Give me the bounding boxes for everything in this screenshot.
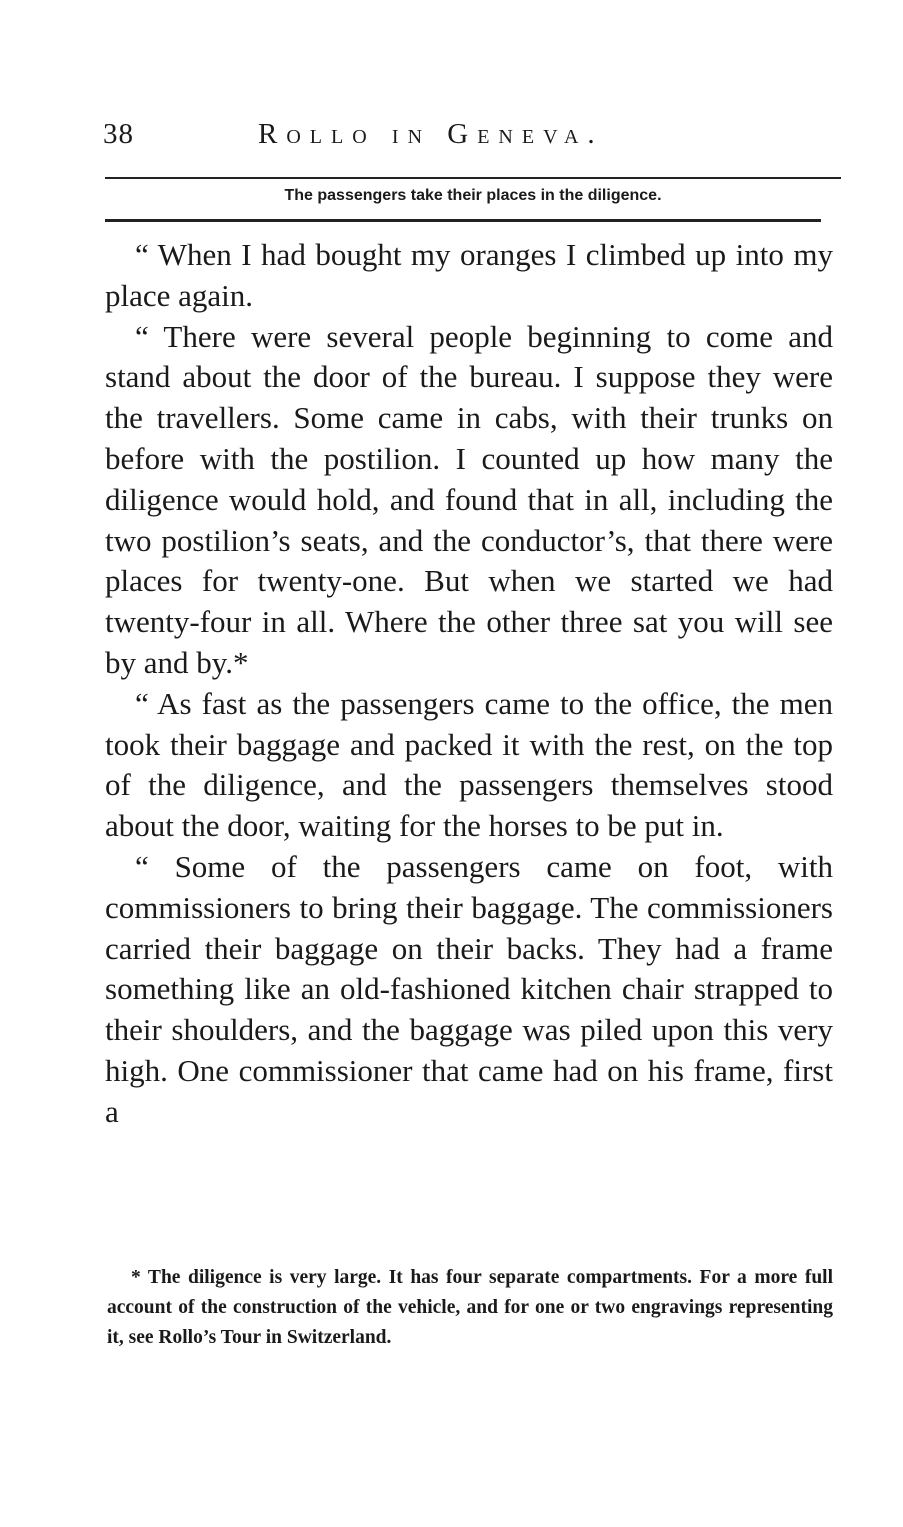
header-rule-bottom xyxy=(105,219,821,222)
page-summary: The passengers take their places in the diligence. xyxy=(284,187,662,204)
paragraph: “ There were several people beginning to come and stand about the door of the bureau. I suppose they were the travellers. Some came in cabs, with their trunks on before with the postilion. I counted up how many the diligence would hold, and found that in all, including the two postilion’s seats, and the conductor’s, that there were places for twenty-one. But when we started we had twenty-four in all. Where the other three sat you will see by and by.* xyxy=(105,318,833,680)
paragraph: “ When I had bought my oranges I climbed up into my place again. xyxy=(105,237,833,313)
paragraph: “ As fast as the passengers came to the office, the men took their baggage and packed it with the rest, on the top of the diligence, and the passengers themselves stood about the door, waiting for the horses to be put in. xyxy=(105,685,833,844)
page-number: 38 xyxy=(103,118,134,150)
footnote: * The diligence is very large. It has four separate compartments. For a more full account of the construction of the vehicle, and for one or two engravings representing it, see Rollo’s Tour in Switzerland. xyxy=(107,1267,833,1348)
running-title: Rollo in Geneva. xyxy=(258,118,604,150)
page-header xyxy=(103,118,838,168)
paragraph: “ Some of the passengers came on foot, with commissioners to bring their baggage. The commissioners carried their baggage on their backs. They had a frame something like an old-fashioned kitchen chair strapped to their shoulders, and the baggage was piled upon this very high. One commissioner that came had on his frame, first a xyxy=(105,848,833,1129)
body-text xyxy=(105,235,833,1133)
header-rule-top xyxy=(105,177,841,179)
